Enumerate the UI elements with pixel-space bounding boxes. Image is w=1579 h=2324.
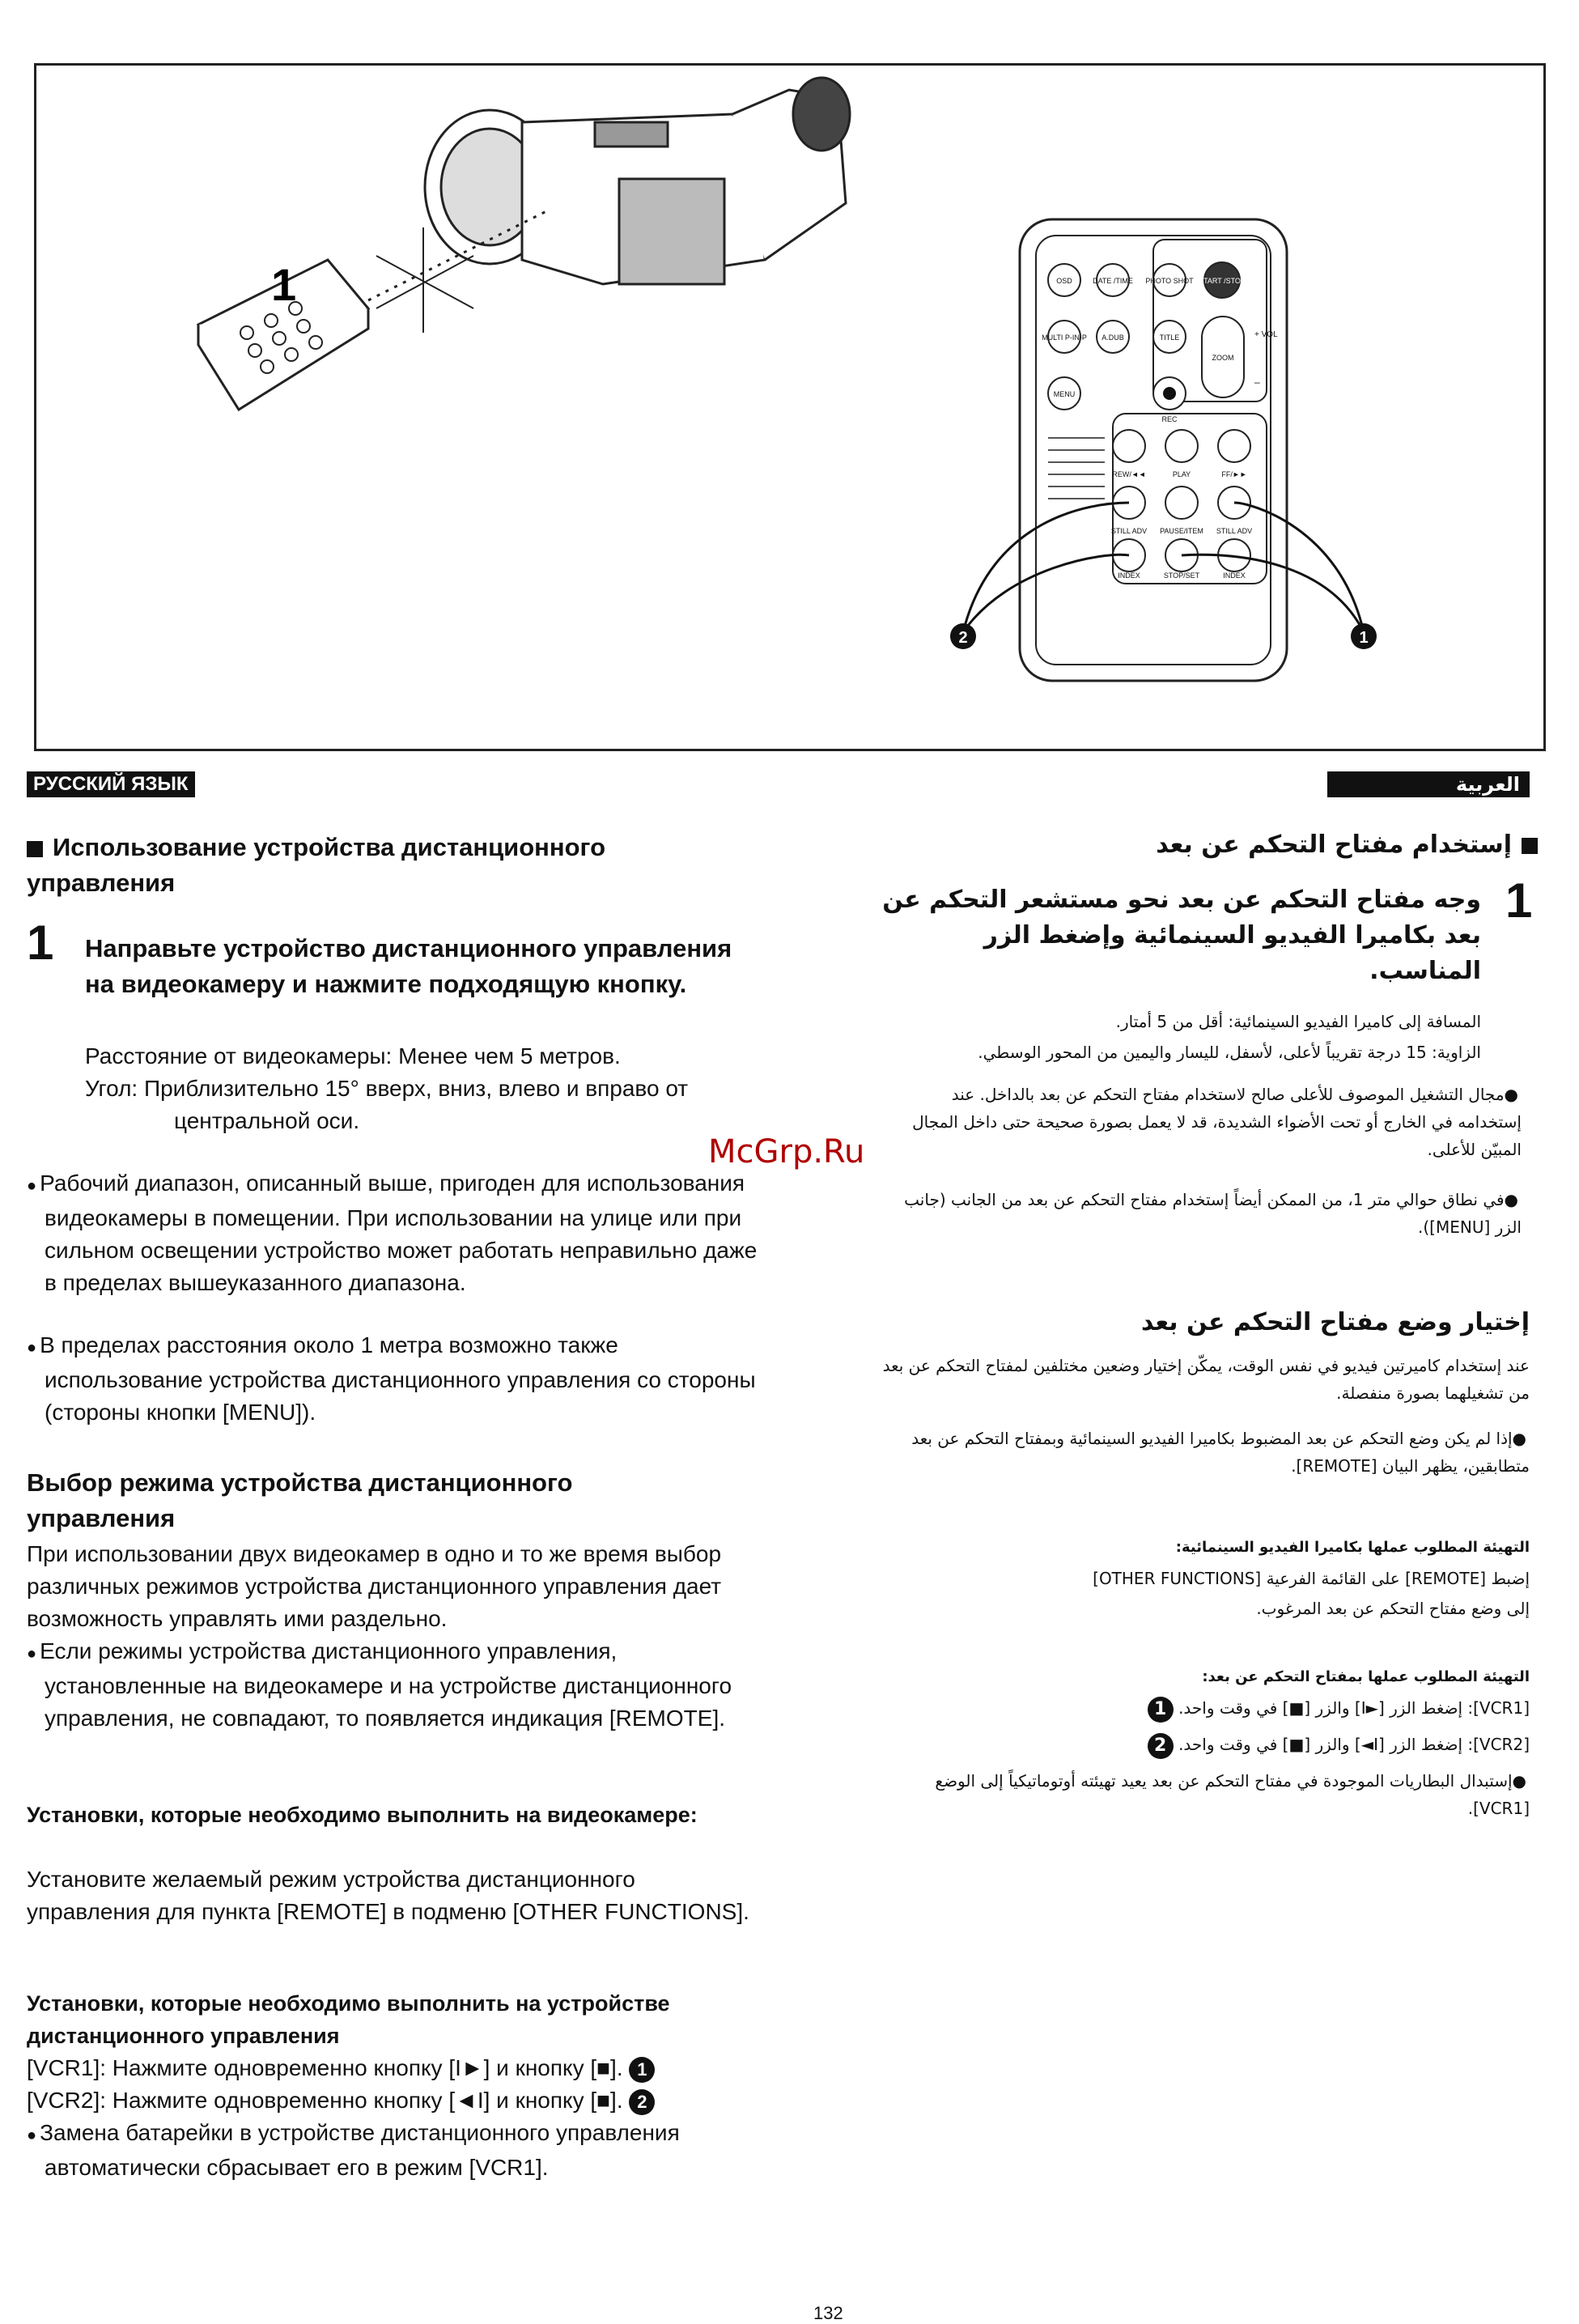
osd-label: OSD: [1056, 277, 1072, 285]
russian-mode-bullet: ● Если режимы устройства дистанционного управления, установленные на видеокамере и на устройстве дистанционного управления, не совпадают, то появляется индикация [REMOTE].: [27, 1635, 771, 1735]
play-label: PLAY: [1172, 470, 1191, 478]
bullet-icon: [1513, 1429, 1530, 1448]
arabic-angle: الزاوية: 15 درجة تقريباً لأعلى، لأسفل، لليسار واليمين من المحور الوسطي.: [978, 1043, 1481, 1062]
step-2-marker: 2: [1148, 1733, 1174, 1759]
russian-remote-settings-heading: Установки, которые необходимо выполнить на устройстве дистанционного управления: [27, 1991, 670, 2048]
russian-angle: Угол: Приблизительно 15° вверх, вниз, влево и вправо от центральной оси.: [85, 1076, 689, 1133]
menu-label: MENU: [1053, 390, 1076, 398]
arabic-vcr1-line: [VCR1]: إضغط الزر [►I] والزر [■] في وقت واحد. 1: [882, 1694, 1530, 1723]
arabic-step-number: 1: [1505, 873, 1533, 928]
russian-camera-settings-text: Установите желаемый режим устройства дистанционного управления для пункта [REMOTE] в подменю [OTHER FUNCTIONS].: [27, 1867, 749, 1924]
bullet-icon: [1505, 1085, 1522, 1104]
zoom-minus-label: –: [1254, 376, 1260, 388]
step-1-marker: 1: [629, 2057, 655, 2083]
arabic-camera-settings-heading: التهيئة المطلوب عملها بكاميرا الفيديو السينمائية:: [1175, 1539, 1530, 1556]
pause-item-label: PAUSE/ITEM: [1160, 527, 1203, 535]
russian-bullet-range: ● Рабочий диапазон, описанный выше, пригоден для использования видеокамеры в помещении. При использовании на улице или при сильном освещении устройство может работать неправильно даже в пределах вышеуказанного диапазона.: [27, 1167, 771, 1299]
arabic-camera-settings-text-2: إلى وضع مفتاح التحكم عن بعد المرغوب.: [1256, 1599, 1530, 1618]
callout-1-number: 1: [1359, 629, 1369, 647]
index-right-label: INDEX: [1223, 571, 1246, 580]
arabic-camera-settings-text: إضبط [REMOTE] على القائمة الفرعية [OTHER FUNCTIONS]: [1093, 1569, 1530, 1588]
rec-label: REC: [1161, 415, 1178, 423]
russian-language-tag: РУССКИЙ ЯЗЫК: [27, 771, 195, 797]
square-bullet-icon: [27, 841, 43, 857]
russian-vcr1-line: [VCR1]: Нажмите одновременно кнопку [I►] и кнопку [■]. 1: [27, 2052, 804, 2084]
step-1-marker: 1: [1148, 1697, 1174, 1723]
arabic-mode-text: عند إستخدام كاميرتين فيديو في نفس الوقت، يمكّن إختيار وضعين مختلفين لمفتاح التحكم عن بعد من تشغيلهما بصورة منفصلة.: [882, 1356, 1530, 1403]
arabic-remote-settings-heading: التهيئة المطلوب عملها بمفتاح التحكم عن بعد:: [1202, 1668, 1530, 1685]
page-number: 132: [813, 2303, 843, 2323]
stop-set-label: STOP/SET: [1163, 571, 1200, 580]
arabic-main-heading: إستخدام مفتاح التحكم عن بعد: [890, 827, 1538, 863]
arabic-battery-bullet: ● إستبدال البطاريات الموجودة في مفتاح التحكم عن بعد يعيد تهيئته أوتوماتيكياً إلى الوضع [VCR1].: [882, 1767, 1530, 1822]
russian-main-heading: Использование устройства дистанционного управления: [27, 833, 605, 897]
start-stop-label: START /STOP: [1199, 277, 1246, 285]
bullet-icon: [1505, 1190, 1522, 1209]
square-bullet-icon: [1522, 838, 1538, 854]
russian-mode-heading: Выбор режима устройства дистанционного управления: [27, 1468, 573, 1532]
arabic-step-title: وجه مفتاح التحكم عن بعد نحو مستشعر التحكم عن بعد بكاميرا الفيديو السينمائية وإضغط الزر المناسب.: [882, 886, 1481, 985]
arabic-language-tag: العربية: [1327, 771, 1530, 797]
rewind-label: REW/◄◄: [1112, 470, 1146, 478]
zoom-plus-label: + VOL: [1254, 330, 1278, 339]
step-2-marker: 2: [629, 2089, 655, 2115]
illustration-step-label: 1: [271, 259, 297, 310]
bullet-icon: [27, 2120, 40, 2145]
russian-camera-settings-heading: Установки, которые необходимо выполнить на видеокамере:: [27, 1803, 698, 1827]
still-adv-right-label: STILL ADV: [1216, 527, 1253, 535]
pause-item-button[interactable]: [1165, 486, 1198, 519]
russian-distance: Расстояние от видеокамеры: Менее чем 5 метров.: [85, 1043, 621, 1069]
title-label: TITLE: [1159, 334, 1180, 342]
photo-shot-label: PHOTO SHOT: [1145, 277, 1194, 285]
ff-label: FF/►►: [1221, 470, 1247, 478]
arabic-mode-heading: إختيار وضع مفتاح التحكم عن بعد: [1141, 1308, 1530, 1336]
arabic-vcr2-line: [VCR2]: إضغط الزر [I◄] والزر [■] في وقت واحد. 2: [882, 1731, 1530, 1759]
camcorder-drawing: [425, 78, 850, 284]
russian-battery-bullet: ● Замена батарейки в устройстве дистанционного управления автоматически сбрасывает его в режим [VCR1].: [27, 2117, 804, 2184]
date-time-label: DATE /TIME: [1093, 277, 1133, 285]
arabic-distance: المسافة إلى كاميرا الفيديو السينمائية: أقل من 5 أمتار.: [1115, 1012, 1481, 1031]
russian-step-title: Направьте устройство дистанционного управления на видеокамеру и нажмите подходящую кнопку.: [85, 934, 732, 998]
bullet-icon: [27, 1332, 40, 1357]
a-dub-label: A.DUB: [1101, 334, 1124, 342]
zoom-label: ZOOM: [1212, 354, 1234, 362]
ff-button[interactable]: [1218, 430, 1250, 462]
russian-vcr2-line: [VCR2]: Нажмите одновременно кнопку [◄I] и кнопку [■]. 2: [27, 2084, 804, 2117]
arabic-bullet-range: ● مجال التشغيل الموصوف للأعلى صالح لاستخدام مفتاح التحكم عن بعد بالداخل. عند إستخدامه في الخارج أو تحت الأضواء الشديدة، قد لا يعمل بصورة صحيحة حتى داخل المجال المبيّن للأعلى.: [890, 1081, 1522, 1163]
rewind-button[interactable]: [1113, 430, 1145, 462]
bullet-icon: [27, 1638, 40, 1663]
russian-bullet-side: ● В пределах расстояния около 1 метра возможно также использование устройства дистанционного управления со стороны (стороны кнопки [MENU]).: [27, 1329, 771, 1429]
illustration-frame: [34, 63, 1546, 751]
bullet-icon: [27, 1170, 40, 1196]
russian-mode-text: При использовании двух видеокамер в одно и то же время выбор различных режимов устройства дистанционного управления дает возможность управлять ими раздельно.: [27, 1541, 722, 1631]
camcorder-remote-illustration: [36, 66, 1543, 749]
arabic-bullet-side: ● في نطاق حوالي متر 1، من الممكن أيضاً إستخدام مفتاح التحكم عن بعد من الجانب (جانب الزر [MENU]).: [890, 1186, 1522, 1241]
still-adv-left-label: STILL ADV: [1110, 527, 1148, 535]
callout-2-number: 2: [958, 629, 968, 647]
arabic-mode-bullet: ● إذا لم يكن وضع التحكم عن بعد المضبوط بكاميرا الفيديو السينمائية وبمفتاح التحكم عن بعد متطابقين، يظهر البيان [REMOTE].: [882, 1425, 1530, 1480]
multi-pinp-label: MULTI P-IN-P: [1042, 334, 1087, 342]
index-left-label: INDEX: [1118, 571, 1140, 580]
russian-step-number: 1: [27, 916, 54, 970]
bullet-icon: [1513, 1771, 1530, 1791]
watermark: McGrp.Ru: [708, 1133, 865, 1170]
play-button[interactable]: [1165, 430, 1198, 462]
